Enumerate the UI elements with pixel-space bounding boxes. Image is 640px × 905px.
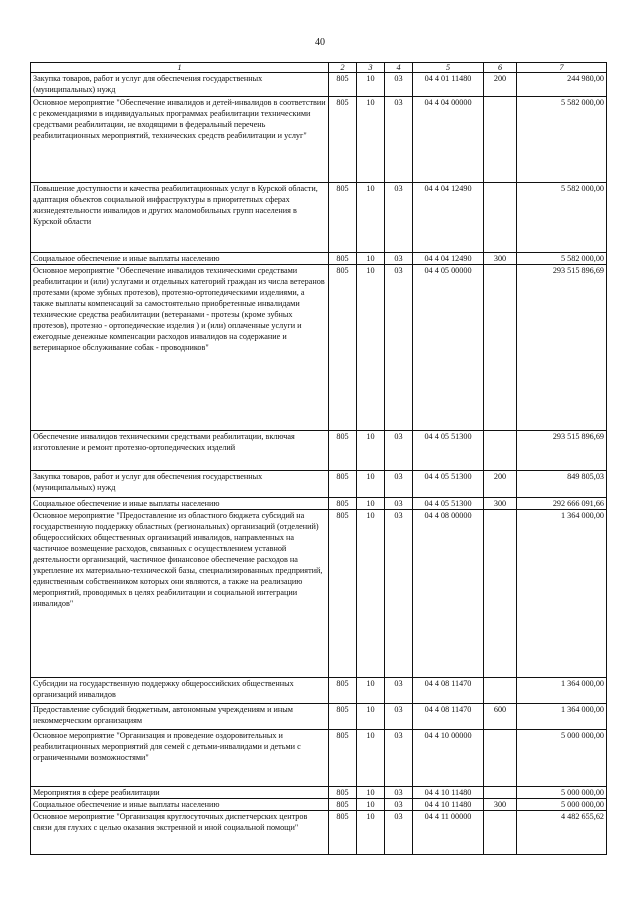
row-ministry-code: 805 [329, 431, 357, 471]
row-amount: 5 000 000,00 [517, 799, 607, 811]
column-header-name: 1 [31, 63, 329, 73]
row-ministry-code: 805 [329, 498, 357, 510]
row-name: Основное мероприятие "Организация круглосуточных диспетчерских центров связи для глухих с целью оказания экстренной и иной социальной помощи" [31, 811, 329, 855]
row-target-article: 04 4 10 11480 [413, 787, 484, 799]
table-row [31, 431, 607, 471]
row-amount: 5 582 000,00 [517, 97, 607, 183]
row-target-article: 04 4 08 00000 [413, 510, 484, 678]
row-section-code: 10 [357, 471, 385, 498]
table-row [31, 799, 607, 811]
page-number: 40 [315, 37, 325, 48]
row-amount: 1 364 000,00 [517, 510, 607, 678]
row-subsection-code: 03 [385, 678, 413, 704]
row-subsection-code: 03 [385, 811, 413, 855]
row-amount: 5 582 000,00 [517, 253, 607, 265]
row-amount: 5 000 000,00 [517, 787, 607, 799]
row-section-code: 10 [357, 253, 385, 265]
row-expense-type [484, 510, 517, 678]
row-amount: 293 515 896,69 [517, 265, 607, 431]
table-row [31, 73, 607, 97]
row-target-article: 04 4 10 11480 [413, 799, 484, 811]
row-target-article: 04 4 08 11470 [413, 678, 484, 704]
row-name: Основное мероприятие "Организация и проведение оздоровительных и реабилитационных мероприятий для семей с детьми-инвалидами и детьми с ограниченными возможностями" [31, 730, 329, 787]
row-subsection-code: 03 [385, 431, 413, 471]
row-section-code: 10 [357, 799, 385, 811]
column-header-expense-type: 6 [484, 63, 517, 73]
column-header-ministry: 2 [329, 63, 357, 73]
row-name: Субсидии на государственную поддержку общероссийских общественных организаций инвалидов [31, 678, 329, 704]
table-row [31, 787, 607, 799]
row-expense-type [484, 183, 517, 253]
row-section-code: 10 [357, 498, 385, 510]
row-section-code: 10 [357, 704, 385, 730]
table-row [31, 730, 607, 787]
row-target-article: 04 4 08 11470 [413, 704, 484, 730]
column-header-amount: 7 [517, 63, 607, 73]
row-ministry-code: 805 [329, 183, 357, 253]
row-section-code: 10 [357, 265, 385, 431]
row-ministry-code: 805 [329, 678, 357, 704]
table-row [31, 97, 607, 183]
row-ministry-code: 805 [329, 265, 357, 431]
row-section-code: 10 [357, 678, 385, 704]
column-header-section: 3 [357, 63, 385, 73]
row-expense-type [484, 811, 517, 855]
row-target-article: 04 4 04 12490 [413, 253, 484, 265]
row-expense-type: 300 [484, 498, 517, 510]
row-ministry-code: 805 [329, 799, 357, 811]
row-name: Закупка товаров, работ и услуг для обеспечения государственных (муниципальных) нужд [31, 73, 329, 97]
column-header-target-article: 5 [413, 63, 484, 73]
row-section-code: 10 [357, 811, 385, 855]
table-row [31, 704, 607, 730]
row-target-article: 04 4 04 00000 [413, 97, 484, 183]
row-expense-type: 200 [484, 471, 517, 498]
row-section-code: 10 [357, 183, 385, 253]
row-target-article: 04 4 05 51300 [413, 431, 484, 471]
row-expense-type: 200 [484, 73, 517, 97]
row-section-code: 10 [357, 73, 385, 97]
row-subsection-code: 03 [385, 73, 413, 97]
row-amount: 292 666 091,66 [517, 498, 607, 510]
row-section-code: 10 [357, 510, 385, 678]
row-amount: 4 482 655,62 [517, 811, 607, 855]
row-subsection-code: 03 [385, 510, 413, 678]
row-target-article: 04 4 10 00000 [413, 730, 484, 787]
row-amount: 849 805,03 [517, 471, 607, 498]
row-subsection-code: 03 [385, 799, 413, 811]
table-row [31, 183, 607, 253]
row-expense-type [484, 730, 517, 787]
row-subsection-code: 03 [385, 704, 413, 730]
row-subsection-code: 03 [385, 730, 413, 787]
row-name: Повышение доступности и качества реабилитационных услуг в Курской области, адаптация объектов социальной инфраструктуры в приоритетных сферах жизнедеятельности инвалидов и других маломобильных групп населения в Курской области [31, 183, 329, 253]
row-ministry-code: 805 [329, 704, 357, 730]
row-target-article: 04 4 05 51300 [413, 471, 484, 498]
row-amount: 5 582 000,00 [517, 183, 607, 253]
row-expense-type: 300 [484, 253, 517, 265]
row-expense-type [484, 787, 517, 799]
table-row [31, 471, 607, 498]
row-subsection-code: 03 [385, 97, 413, 183]
row-subsection-code: 03 [385, 183, 413, 253]
row-name: Основное мероприятие "Обеспечение инвалидов техническими средствами реабилитации и (или) услугами и отдельных категорий граждан из числа ветеранов протезами (кроме зубных протезов), протезно-ортопедическими изделиями, а также выплаты компенсаций за самостоятельно приобретенные инвалидами технические средства реабилитации (ветеранами - протезы (кроме зубных протезов), протезно - ортопедические изделия ) и (или) оплаченные услуги и ежегодные денежные компенсации расходов инвалидов на содержание и ветеринарное обслуживание собак - проводников" [31, 265, 329, 431]
row-subsection-code: 03 [385, 253, 413, 265]
budget-table [30, 62, 607, 855]
row-target-article: 04 4 01 11480 [413, 73, 484, 97]
row-amount: 1 364 000,00 [517, 678, 607, 704]
row-amount: 293 515 896,69 [517, 431, 607, 471]
table-row [31, 678, 607, 704]
row-name: Закупка товаров, работ и услуг для обеспечения государственных (муниципальных) нужд [31, 471, 329, 498]
row-subsection-code: 03 [385, 471, 413, 498]
header-row [31, 63, 607, 73]
row-section-code: 10 [357, 730, 385, 787]
row-subsection-code: 03 [385, 265, 413, 431]
row-expense-type: 600 [484, 704, 517, 730]
table-row [31, 811, 607, 855]
row-name: Основное мероприятие "Обеспечение инвалидов и детей-инвалидов в соответствии с рекомендациями в индивидуальных программах реабилитации техническими средствами реабилитации, не входящими в федеральный перечень реабилитационных мероприятий, технических средств реабилитации и услуг" [31, 97, 329, 183]
row-section-code: 10 [357, 787, 385, 799]
table-row [31, 253, 607, 265]
row-name: Обеспечение инвалидов техническими средствами реабилитации, включая изготовление и ремонт протезно-ортопедических изделий [31, 431, 329, 471]
row-ministry-code: 805 [329, 73, 357, 97]
row-name: Социальное обеспечение и иные выплаты населению [31, 253, 329, 265]
row-expense-type [484, 431, 517, 471]
row-ministry-code: 805 [329, 471, 357, 498]
row-expense-type [484, 97, 517, 183]
row-target-article: 04 4 05 00000 [413, 265, 484, 431]
table-row [31, 510, 607, 678]
row-subsection-code: 03 [385, 787, 413, 799]
row-ministry-code: 805 [329, 811, 357, 855]
row-name: Социальное обеспечение и иные выплаты населению [31, 498, 329, 510]
row-amount: 1 364 000,00 [517, 704, 607, 730]
row-ministry-code: 805 [329, 253, 357, 265]
row-ministry-code: 805 [329, 730, 357, 787]
row-subsection-code: 03 [385, 498, 413, 510]
row-expense-type: 300 [484, 799, 517, 811]
row-expense-type [484, 265, 517, 431]
table-row [31, 265, 607, 431]
row-ministry-code: 805 [329, 97, 357, 183]
row-name: Основное мероприятие "Предоставление из областного бюджета субсидий на государственную поддержку областных (региональных) организаций (отделений) общероссийских общественных организаций инвалидов, направленных на частичное возмещение расходов, связанных с осуществлением уставной деятельности организаций, частичное финансовое обеспечение расходов на укрепление их материально-технической базы, специализированных предприятий, единственным собственником которых они являются, а также на реализацию мероприятий, проводимых в целях реабилитации и социальной интеграции инвалидов" [31, 510, 329, 678]
row-name: Мероприятия в сфере реабилитации [31, 787, 329, 799]
row-name: Социальное обеспечение и иные выплаты населению [31, 799, 329, 811]
row-section-code: 10 [357, 97, 385, 183]
column-header-subsection: 4 [385, 63, 413, 73]
row-ministry-code: 805 [329, 510, 357, 678]
row-target-article: 04 4 11 00000 [413, 811, 484, 855]
row-section-code: 10 [357, 431, 385, 471]
row-target-article: 04 4 05 51300 [413, 498, 484, 510]
row-name: Предоставление субсидий бюджетным, автономным учреждениям и иным некоммерческим организациям [31, 704, 329, 730]
row-expense-type [484, 678, 517, 704]
row-ministry-code: 805 [329, 787, 357, 799]
table-row [31, 498, 607, 510]
row-target-article: 04 4 04 12490 [413, 183, 484, 253]
row-amount: 5 000 000,00 [517, 730, 607, 787]
row-amount: 244 980,00 [517, 73, 607, 97]
